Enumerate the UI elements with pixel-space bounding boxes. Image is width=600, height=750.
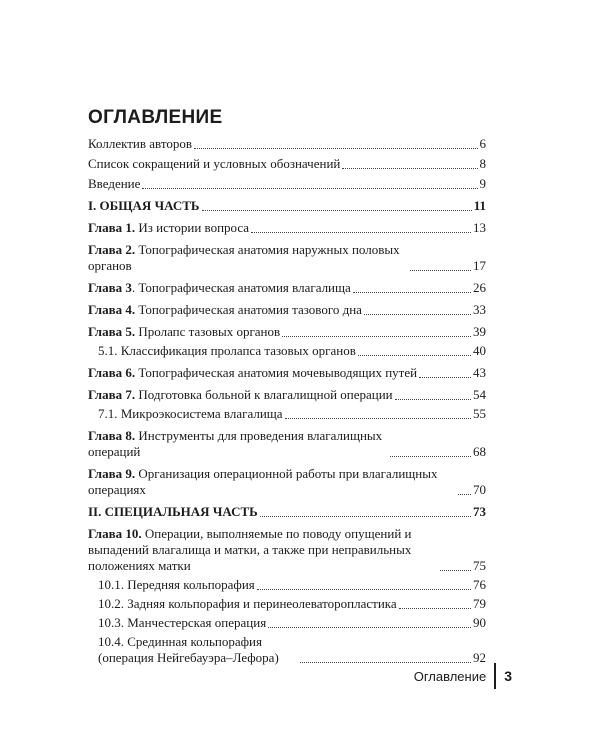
toc-part-title: II. СПЕЦИАЛЬНАЯ ЧАСТЬ <box>88 504 258 519</box>
toc-section-entry[interactable] <box>88 596 486 612</box>
toc-entry[interactable] <box>88 176 486 192</box>
table-of-contents <box>88 136 486 666</box>
toc-page-number: 76 <box>473 577 486 592</box>
footer-divider <box>494 663 496 689</box>
dot-leader <box>390 448 471 457</box>
toc-entry-title: Организация операционной работы при влагалищных операциях <box>88 466 438 497</box>
dot-leader <box>399 600 471 609</box>
dot-leader <box>257 581 471 590</box>
chapter-label: Глава 7. <box>88 387 136 402</box>
dot-leader <box>358 347 471 356</box>
toc-page-number: 13 <box>473 220 486 235</box>
toc-entry[interactable] <box>88 136 486 152</box>
dot-leader <box>194 140 478 149</box>
dot-leader <box>300 654 471 663</box>
toc-entry-title: Введение <box>88 176 141 191</box>
toc-entry-title: Инструменты для проведения влагалищных операций <box>88 428 383 459</box>
chapter-label: Глава 6. <box>88 365 136 380</box>
dot-leader <box>251 224 471 233</box>
toc-entry-title: Пролапс тазовых органов <box>135 324 281 339</box>
toc-page-number: 73 <box>473 504 486 519</box>
toc-heading: ОГЛАВЛЕНИЕ <box>88 107 223 128</box>
toc-section-entry[interactable] <box>88 406 486 422</box>
dot-leader <box>202 202 472 211</box>
chapter-label: Глава 8. <box>88 428 136 443</box>
toc-page-number: 92 <box>473 650 486 665</box>
chapter-label: Глава 3 <box>88 280 132 295</box>
toc-part-entry[interactable] <box>88 198 486 214</box>
chapter-label: Глава 5. <box>88 324 136 339</box>
toc-chapter-entry[interactable] <box>88 365 486 381</box>
toc-page-number: 90 <box>473 615 486 630</box>
dot-leader <box>353 284 471 293</box>
dot-leader <box>282 328 471 337</box>
toc-chapter-entry[interactable] <box>88 387 486 403</box>
toc-page-number: 55 <box>473 406 486 421</box>
dot-leader <box>342 160 477 169</box>
toc-chapter-entry[interactable] <box>88 324 486 340</box>
toc-entry-title: 10.3. Манчестерская операция <box>98 615 267 630</box>
dot-leader <box>440 562 471 571</box>
toc-page-number: 68 <box>473 444 486 459</box>
page-footer <box>414 663 512 689</box>
toc-entry-title: . Топографическая анатомия влагалища <box>131 280 351 295</box>
toc-section-entry[interactable] <box>88 343 486 359</box>
toc-entry-title: Подготовка больной к влагалищной операции <box>135 387 393 402</box>
toc-entry-title: 5.1. Классификация пролапса тазовых органов <box>98 343 356 358</box>
dot-leader <box>458 486 471 495</box>
toc-chapter-entry[interactable] <box>88 466 486 498</box>
toc-page-number: 26 <box>473 280 486 295</box>
toc-entry-title: Топографическая анатомия мочевыводящих путей <box>135 365 418 380</box>
chapter-label: Глава 4. <box>88 302 136 317</box>
dot-leader <box>395 391 471 400</box>
dot-leader <box>419 369 471 378</box>
toc-entry-title: Операции, выполняемые по поводу опущений и выпадений влагалища и матки, а также при неправильных положениях матки <box>88 526 412 573</box>
toc-page-number: 75 <box>473 558 486 573</box>
toc-page-number: 6 <box>479 136 486 151</box>
chapter-label: Глава 2. <box>88 242 136 257</box>
toc-page-number: 8 <box>479 156 486 171</box>
toc-chapter-entry[interactable] <box>88 526 486 574</box>
toc-page-number: 11 <box>473 198 486 213</box>
dot-leader <box>260 508 471 517</box>
toc-entry[interactable] <box>88 156 486 172</box>
running-title: Оглавление <box>413 668 487 684</box>
dot-leader <box>268 619 471 628</box>
dot-leader <box>410 262 471 271</box>
chapter-label: Глава 9. <box>88 466 136 481</box>
toc-chapter-entry[interactable] <box>88 428 486 460</box>
toc-entry-title: Из истории вопроса <box>135 220 250 235</box>
toc-part-title: I. ОБЩАЯ ЧАСТЬ <box>88 198 200 213</box>
dot-leader <box>364 306 471 315</box>
toc-chapter-entry[interactable] <box>88 242 486 274</box>
toc-page-number: 79 <box>473 596 486 611</box>
chapter-label: Глава 10. <box>88 526 142 541</box>
toc-part-entry[interactable] <box>88 504 486 520</box>
toc-page-number: 33 <box>473 302 486 317</box>
toc-entry-title: Коллектив авторов <box>88 136 192 151</box>
dot-leader <box>285 410 471 419</box>
toc-entry-title: 10.1. Передняя кольпорафия <box>98 577 255 592</box>
toc-entry-title: 10.4. Срединная кольпорафия (операция Нейгебауэра–Лефора) <box>98 634 279 665</box>
toc-page-number: 70 <box>473 482 486 497</box>
dot-leader <box>142 180 477 189</box>
toc-chapter-entry[interactable] <box>88 302 486 318</box>
toc-section-entry[interactable] <box>88 577 486 593</box>
page-number: 3 <box>504 668 512 684</box>
toc-page-number: 54 <box>473 387 486 402</box>
toc-page-number: 9 <box>479 176 486 191</box>
toc-page-number: 40 <box>473 343 486 358</box>
toc-entry-title: Топографическая анатомия наружных половых органов <box>88 242 400 273</box>
toc-page-number: 39 <box>473 324 486 339</box>
toc-page-number: 43 <box>473 365 486 380</box>
toc-section-entry[interactable] <box>88 634 486 666</box>
toc-entry-title: 10.2. Задняя кольпорафия и перинеолеваторопластика <box>98 596 397 611</box>
chapter-label: Глава 1. <box>88 220 136 235</box>
toc-section-entry[interactable] <box>88 615 486 631</box>
toc-chapter-entry[interactable] <box>88 220 486 236</box>
toc-entry-title: 7.1. Микроэкосистема влагалища <box>98 406 283 421</box>
toc-entry-title: Список сокращений и условных обозначений <box>88 156 341 171</box>
toc-chapter-entry[interactable] <box>88 280 486 296</box>
toc-page-number: 17 <box>473 258 486 273</box>
toc-entry-title: Топографическая анатомия тазового дна <box>135 302 362 317</box>
